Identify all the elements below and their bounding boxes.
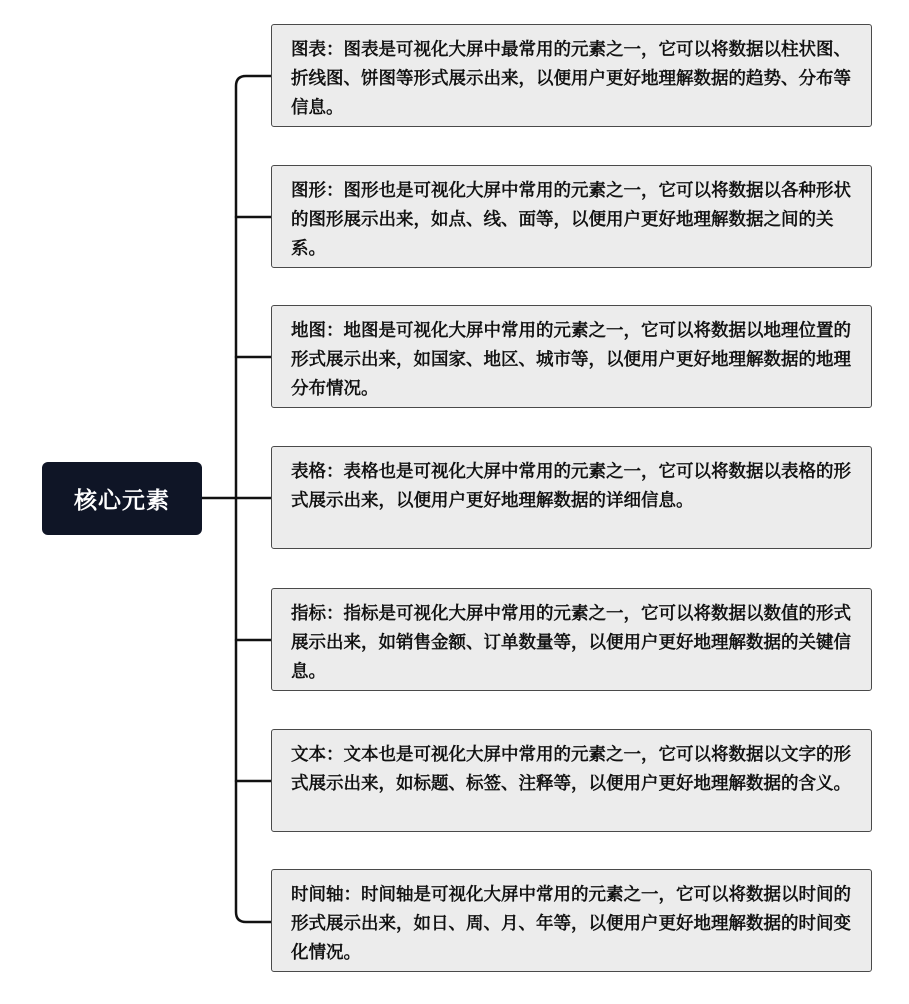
node-indicator-text: 指标：指标是可视化大屏中常用的元素之一，它可以将数据以数值的形式展示出来，如销售金额、订单数量等，以便用户更好地理解数据的关键信息。 xyxy=(291,604,851,682)
node-chart[interactable] xyxy=(271,24,872,127)
node-timeline[interactable] xyxy=(271,869,872,972)
root-node-core-elements[interactable] xyxy=(42,462,202,535)
node-table[interactable] xyxy=(271,446,872,549)
node-graphic[interactable] xyxy=(271,165,872,268)
node-text[interactable] xyxy=(271,729,872,832)
node-text-text: 文本：文本也是可视化大屏中常用的元素之一，它可以将数据以文字的形式展示出来，如标题、标签、注释等，以便用户更好地理解数据的含义。 xyxy=(291,745,851,794)
node-chart-text: 图表：图表是可视化大屏中最常用的元素之一，它可以将数据以柱状图、折线图、饼图等形式展示出来，以便用户更好地理解数据的趋势、分布等信息。 xyxy=(291,40,851,118)
node-timeline-text: 时间轴：时间轴是可视化大屏中常用的元素之一，它可以将数据以时间的形式展示出来，如日、周、月、年等，以便用户更好地理解数据的时间变化情况。 xyxy=(291,885,851,963)
node-map-text: 地图：地图是可视化大屏中常用的元素之一，它可以将数据以地理位置的形式展示出来，如国家、地区、城市等，以便用户更好地理解数据的地理分布情况。 xyxy=(291,321,851,399)
node-map[interactable] xyxy=(271,305,872,408)
node-indicator[interactable] xyxy=(271,588,872,691)
root-node-label: 核心元素 xyxy=(74,488,170,514)
node-graphic-text: 图形：图形也是可视化大屏中常用的元素之一，它可以将数据以各种形状的图形展示出来，如点、线、面等，以便用户更好地理解数据之间的关系。 xyxy=(291,181,851,259)
node-table-text: 表格：表格也是可视化大屏中常用的元素之一，它可以将数据以表格的形式展示出来，以便用户更好地理解数据的详细信息。 xyxy=(291,462,851,511)
